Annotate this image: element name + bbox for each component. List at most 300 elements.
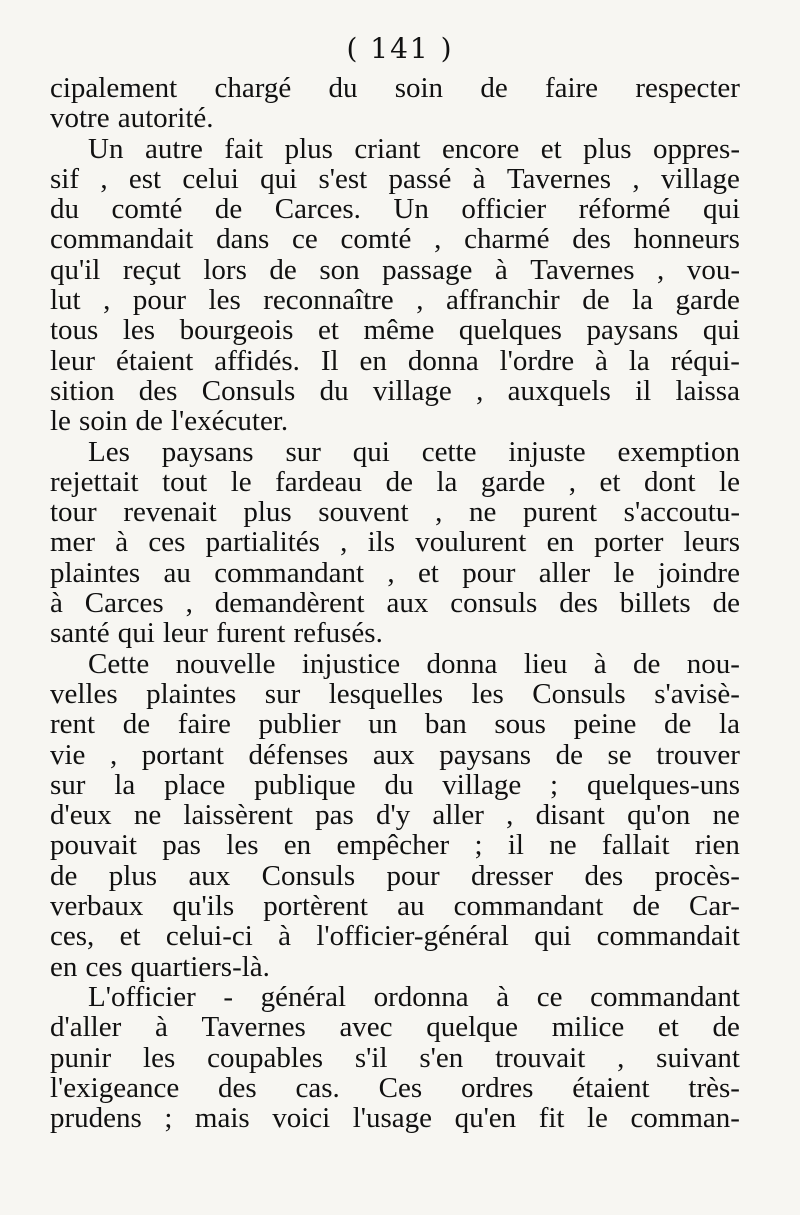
word: ces,: [50, 920, 95, 953]
word: la: [628, 344, 650, 377]
word: garde: [675, 284, 740, 317]
word: ,: [416, 284, 424, 317]
word: à: [472, 162, 486, 195]
word: portant: [141, 738, 224, 771]
word: voulurent: [415, 526, 527, 559]
text-line: [50, 194, 740, 224]
word: de: [480, 72, 508, 104]
word: quelques-uns: [586, 768, 740, 801]
word: de: [269, 253, 297, 286]
word: chargé: [214, 72, 292, 104]
word: général: [260, 980, 347, 1013]
word: au: [163, 556, 191, 589]
word: ordonna: [373, 980, 469, 1013]
word: aller: [432, 799, 484, 832]
word: rent: [50, 708, 96, 741]
word: leur: [50, 344, 96, 377]
word: de: [712, 1011, 740, 1044]
word: des: [584, 859, 624, 892]
word: donna: [426, 647, 498, 680]
word: paysans: [161, 435, 254, 468]
word: qu'on: [627, 799, 691, 832]
word: et: [657, 1011, 679, 1044]
word: lesquelles: [328, 677, 444, 710]
word: à: [115, 526, 129, 559]
word: qui: [702, 193, 740, 226]
word: et: [318, 314, 339, 347]
word: vie: [50, 738, 86, 771]
page-number: ( 141 ): [346, 32, 454, 65]
word: d'eux: [50, 799, 112, 832]
word: faire: [544, 72, 599, 104]
word: publier: [258, 708, 341, 741]
word: des: [138, 374, 178, 407]
word: trouvait: [495, 1041, 586, 1074]
word: ,: [506, 799, 514, 832]
word: plus: [108, 859, 158, 892]
word: plus: [284, 132, 333, 165]
text-line: [50, 73, 740, 103]
word: ,: [100, 162, 108, 195]
word: Un: [393, 193, 429, 226]
word: un: [368, 708, 398, 741]
word: votre: [50, 102, 110, 135]
word: verbaux: [50, 890, 144, 923]
word: se: [607, 738, 632, 771]
word: la: [436, 465, 458, 498]
word: pour: [462, 556, 516, 589]
word: et: [599, 465, 621, 498]
word: Ces: [378, 1071, 423, 1104]
word: d'y: [375, 799, 411, 832]
word: les: [471, 677, 504, 710]
word: cipalement: [50, 72, 178, 104]
word: dont: [643, 465, 696, 498]
word: très-: [688, 1071, 740, 1104]
word: la: [719, 708, 740, 741]
word: les: [208, 284, 241, 317]
word: garde: [480, 465, 546, 498]
word: exemption: [617, 435, 740, 468]
word: passé: [388, 162, 452, 195]
text-line: [50, 527, 740, 557]
word: ,: [387, 556, 395, 589]
word: mer: [50, 526, 96, 559]
word: l'usage: [352, 1102, 433, 1135]
word: s'en: [419, 1041, 464, 1074]
word: les: [143, 1041, 176, 1074]
word: des: [218, 1071, 257, 1104]
word: sous: [494, 708, 546, 741]
word: sition: [50, 374, 115, 407]
word: revenait: [123, 496, 217, 529]
word: velles: [50, 677, 118, 710]
word: commandant: [214, 556, 365, 589]
word: fallait: [601, 829, 670, 862]
word: auxquels: [507, 374, 611, 407]
word: ,: [434, 223, 442, 256]
text-line: [50, 497, 740, 527]
text-line: [50, 891, 740, 921]
word: ordres: [460, 1071, 534, 1104]
text-line: [50, 164, 740, 194]
word: vou-: [686, 253, 740, 286]
word: pas: [315, 799, 354, 832]
text-line: [50, 1012, 740, 1042]
word: qui: [352, 435, 390, 468]
word: aux: [372, 738, 415, 771]
word: village: [442, 768, 522, 801]
word: ;: [164, 1102, 173, 1135]
word: qu'ils: [172, 890, 235, 923]
word: paysans: [439, 738, 532, 771]
word: nou-: [686, 647, 740, 680]
word: du: [319, 374, 349, 407]
word: comté: [340, 223, 412, 256]
word: Consuls: [261, 859, 356, 892]
word: Les: [88, 435, 130, 468]
text-line: [50, 830, 740, 860]
word: sif: [50, 162, 79, 195]
word: injustice: [301, 647, 401, 680]
word: à: [496, 980, 510, 1013]
word: celui: [182, 162, 239, 195]
word: même: [363, 314, 435, 347]
word: ;: [474, 829, 483, 862]
word: pas: [162, 829, 201, 862]
word: santé: [50, 617, 110, 650]
word: ban: [424, 708, 467, 741]
word: peine: [573, 708, 637, 741]
text-line: [50, 952, 740, 982]
text-line: [50, 285, 740, 315]
word: fit: [538, 1102, 565, 1135]
word: laissèrent: [183, 799, 293, 832]
word: laissa: [675, 374, 740, 407]
text-line: [50, 376, 740, 406]
word: Cette: [88, 647, 150, 680]
word: ,: [435, 496, 443, 529]
word: Car-: [689, 890, 740, 923]
word: en: [283, 829, 312, 862]
word: est: [128, 162, 162, 195]
word: bourgeois: [179, 314, 294, 347]
word: partialités: [205, 526, 320, 559]
word: l'exécuter.: [170, 405, 289, 438]
word: affidés.: [214, 344, 300, 377]
word: réqui-: [670, 344, 740, 377]
word: défenses: [248, 738, 349, 771]
word: l'officier-général: [316, 920, 509, 953]
word: aux: [188, 859, 231, 892]
word: les: [226, 829, 259, 862]
word: Consuls: [532, 677, 626, 710]
word: quartiers-là.: [130, 950, 270, 983]
text-line: [50, 255, 740, 285]
word: s'accoutu-: [623, 496, 740, 529]
word: qu'en: [454, 1102, 517, 1135]
word: comman-: [630, 1102, 740, 1135]
word: commandait: [50, 223, 194, 256]
text-line: [50, 346, 740, 376]
word: Un: [88, 132, 124, 165]
word: étaient: [116, 344, 194, 377]
word: ,: [103, 284, 111, 317]
word: la: [632, 284, 654, 317]
word: de: [582, 284, 610, 317]
word: tout: [162, 465, 208, 498]
word: plaintes: [146, 677, 237, 710]
word: oppres-: [653, 132, 740, 165]
word: de: [664, 708, 692, 741]
word: trouver: [656, 738, 740, 771]
word: quelques: [458, 314, 562, 347]
word: des: [572, 223, 611, 256]
word: s'est: [318, 162, 368, 195]
word: ,: [476, 374, 484, 407]
word: s'il: [354, 1041, 388, 1074]
word: Il: [320, 344, 339, 377]
text-line: [50, 709, 740, 739]
word: autorité.: [117, 102, 214, 135]
word: ne: [712, 799, 740, 832]
word: honneurs: [633, 223, 740, 256]
word: plaintes: [50, 556, 141, 589]
word: affranchir: [445, 284, 560, 317]
word: milice: [551, 1011, 625, 1044]
word: suivant: [656, 1041, 740, 1074]
word: paysans: [586, 314, 679, 347]
word: son: [319, 253, 360, 286]
word: cette: [421, 435, 477, 468]
word: ,: [617, 1041, 625, 1074]
word: de: [632, 890, 660, 923]
word: l'exigeance: [50, 1071, 180, 1104]
text-line: [50, 800, 740, 830]
word: il: [507, 829, 524, 862]
word: de: [50, 859, 78, 892]
word: aux: [386, 587, 429, 620]
word: commandant: [590, 980, 740, 1013]
text-line: [50, 134, 740, 164]
word: village: [372, 374, 452, 407]
word: coupables: [207, 1041, 324, 1074]
word: qu'il: [50, 253, 101, 286]
word: respecter: [635, 72, 740, 104]
word: procès-: [654, 859, 740, 892]
word: souvent: [318, 496, 409, 529]
word: de: [633, 647, 661, 680]
word: ne: [468, 496, 497, 529]
word: ,: [109, 738, 118, 771]
word: autre: [144, 132, 203, 165]
text-line: [50, 1043, 740, 1073]
word: dresser: [471, 859, 554, 892]
word: ces: [148, 526, 186, 559]
word: ne: [549, 829, 577, 862]
word: étaient: [572, 1071, 650, 1104]
word: ils: [367, 526, 396, 559]
word: de: [122, 708, 151, 741]
word: à: [50, 587, 63, 620]
word: lors: [203, 253, 247, 286]
word: punir: [50, 1041, 112, 1074]
word: pouvait: [50, 829, 137, 862]
word: quelque: [426, 1011, 519, 1044]
word: injuste: [508, 435, 586, 468]
word: réformé: [578, 193, 671, 226]
word: portèrent: [263, 890, 368, 923]
word: Tavernes: [506, 162, 612, 195]
word: du: [328, 72, 358, 104]
word: plus: [243, 496, 292, 529]
word: pour: [386, 859, 440, 892]
word: Carces: [84, 587, 164, 620]
word: qui: [260, 162, 298, 195]
word: d'aller: [50, 1011, 122, 1044]
word: donna: [407, 344, 479, 377]
word: leur: [162, 617, 208, 650]
word: à: [593, 647, 607, 680]
word: billets: [619, 587, 691, 620]
word: voici: [272, 1102, 331, 1135]
word: soin: [394, 72, 444, 104]
word: commandant: [453, 890, 604, 923]
word: la: [114, 768, 136, 801]
word: des: [559, 587, 598, 620]
word: nouvelle: [175, 647, 276, 680]
text-line: [50, 861, 740, 891]
text-line: [50, 770, 740, 800]
text-line: [50, 406, 740, 436]
word: ,: [568, 465, 577, 498]
word: fardeau: [275, 465, 363, 498]
word: plus: [583, 132, 632, 165]
word: prudens: [50, 1102, 142, 1135]
word: en: [50, 950, 78, 983]
word: de: [712, 587, 740, 620]
word: consuls: [450, 587, 538, 620]
word: de: [385, 465, 413, 498]
word: du: [384, 768, 414, 801]
word: et: [119, 920, 141, 953]
text-line: [50, 224, 740, 254]
text-line: [50, 921, 740, 951]
word: soin: [79, 405, 128, 438]
word: sur: [50, 768, 86, 801]
word: comté: [111, 193, 183, 226]
text-line: [50, 618, 740, 648]
word: sur: [285, 435, 321, 468]
word: criant: [354, 132, 421, 165]
word: lut: [50, 284, 81, 317]
word: à: [494, 253, 508, 286]
word: à: [595, 344, 608, 377]
word: le: [586, 1102, 608, 1135]
text-line: [50, 1073, 740, 1103]
word: ,: [632, 162, 640, 195]
word: ;: [550, 768, 559, 801]
word: Tavernes: [201, 1011, 306, 1044]
word: publique: [254, 768, 356, 801]
word: pour: [132, 284, 187, 317]
word: ,: [185, 587, 193, 620]
word: ,: [657, 253, 665, 286]
word: -: [223, 980, 234, 1013]
word: aller: [538, 556, 591, 589]
word: leurs: [683, 526, 740, 559]
word: Tavernes: [530, 253, 635, 286]
word: qui: [534, 920, 572, 953]
word: le: [613, 556, 635, 589]
word: lieu: [523, 647, 568, 680]
word: cas.: [295, 1071, 340, 1104]
text-line: [50, 982, 740, 1012]
word: officier: [461, 193, 547, 226]
word: de: [555, 738, 583, 771]
word: L'officier: [88, 980, 196, 1013]
word: purent: [522, 496, 598, 529]
word: encore: [441, 132, 520, 165]
word: du: [50, 193, 79, 226]
word: les: [122, 314, 156, 347]
text-line: [50, 437, 740, 467]
text-line: [50, 1103, 740, 1133]
word: empêcher: [336, 829, 450, 862]
word: disant: [535, 799, 605, 832]
word: tous: [50, 314, 99, 347]
word: joindre: [657, 556, 740, 589]
word: reçut: [122, 253, 181, 286]
word: village: [660, 162, 740, 195]
word: ce: [292, 223, 318, 256]
word: dans: [216, 223, 270, 256]
word: il: [635, 374, 652, 407]
word: tour: [50, 496, 97, 529]
word: ce: [536, 980, 563, 1013]
word: sur: [264, 677, 301, 710]
word: rejettait: [50, 465, 139, 498]
word: de: [135, 405, 163, 438]
text-line: [50, 740, 740, 770]
word: avec: [339, 1011, 393, 1044]
word: et: [540, 132, 562, 165]
word: qui: [117, 617, 155, 650]
word: mais: [194, 1102, 250, 1135]
text-line: [50, 103, 740, 133]
word: Carces.: [274, 193, 361, 226]
text-line: [50, 588, 740, 618]
word: demandèrent: [214, 587, 365, 620]
text-line: [50, 649, 740, 679]
word: faire: [177, 708, 231, 741]
word: ne: [133, 799, 162, 832]
word: celui-ci: [165, 920, 253, 953]
word: le: [719, 465, 740, 498]
word: ces: [85, 950, 123, 983]
word: à: [154, 1011, 168, 1044]
text-line: [50, 679, 740, 709]
word: le: [230, 465, 252, 498]
word: rien: [694, 829, 740, 862]
word: qui: [702, 314, 740, 347]
word: ,: [340, 526, 348, 559]
word: charmé: [464, 223, 550, 256]
word: refusés.: [293, 617, 383, 650]
word: commandait: [596, 920, 740, 953]
word: porter: [594, 526, 664, 559]
word: place: [164, 768, 226, 801]
